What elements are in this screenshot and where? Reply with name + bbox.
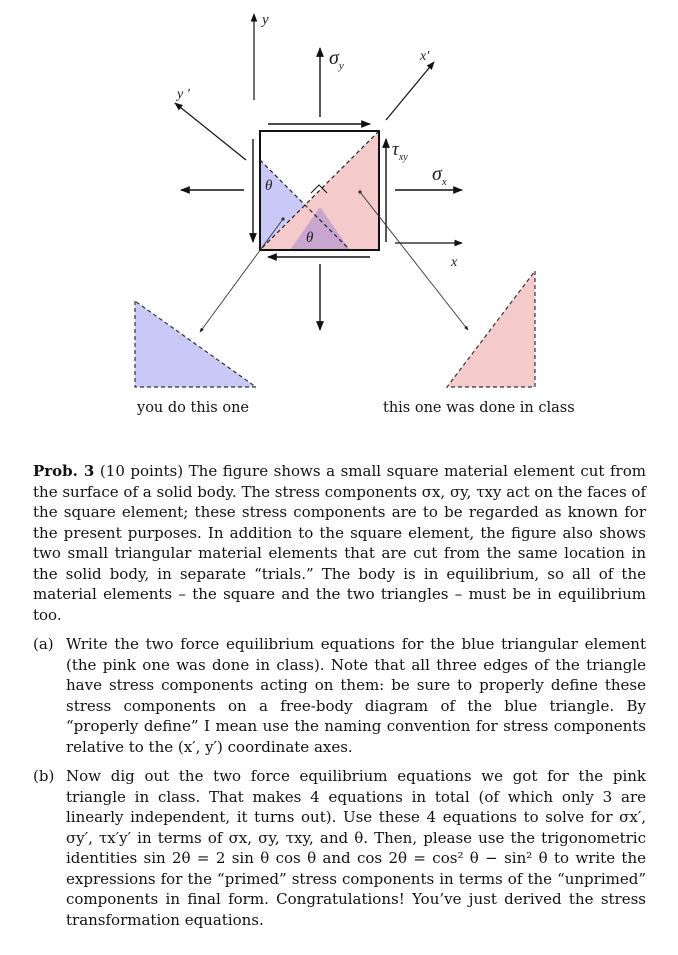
blue-caption: you do this one (137, 400, 249, 416)
pink-caption: this one was done in class (383, 400, 575, 416)
problem-intro-paragraph (33, 461, 646, 625)
blue-triangle (135, 301, 256, 387)
sigma-x-subscript: x (441, 176, 447, 188)
x-axis-label: x (451, 255, 458, 270)
problem-parts (33, 634, 646, 930)
sigma-y-symbol: σ (329, 47, 339, 69)
x-prime-axis (386, 62, 434, 120)
tau-xy-symbol: τ (392, 139, 399, 160)
tau-xy-subscript: xy (398, 152, 408, 163)
y-axis-label: y (262, 12, 269, 28)
tau-xy-label (392, 139, 408, 163)
part-a-tag: (a) (33, 635, 54, 653)
part-b-tag: (b) (33, 767, 55, 785)
sigma-y-subscript: y (338, 60, 344, 72)
pink-triangle (447, 271, 535, 387)
trial-arrow-blue (200, 219, 283, 332)
part-a-text: Write the two force equilibrium equations for the blue triangular element (the pink one was done in class). Note that all three edges of the triangle have stress components acting on them: be sure to properly define these stress components on a free-body diagram of the blue triangle. By “properly define” I mean use the naming convention for stress components relative to the (x′, y′) coordinate axes. (66, 635, 646, 756)
problem-points: (10 points) (99, 462, 184, 480)
stress-element-figure (0, 0, 678, 430)
theta-upper-label: θ (265, 178, 273, 194)
problem-text (33, 461, 646, 930)
part-a (33, 634, 646, 757)
sigma-x-symbol: σ (432, 163, 442, 185)
problem-label: Prob. 3 (33, 462, 95, 480)
y-prime-axis (175, 103, 246, 160)
x-prime-axis-label: x' (420, 49, 430, 64)
part-b (33, 766, 646, 930)
problem-intro: The figure shows a small square material element cut from the surface of a solid body. The stress components σx, σy, τxy act on the faces of the square element; these stress components are to be regarded as known for the present purposes. In addition to the square element, the figure also shows two small triangular material elements that are cut from the same location in the solid body, in separate “trials.” The body is in equilibrium, so all of the material elements – the square and the two triangles – must be in equilibrium too. (33, 462, 646, 624)
part-b-text: Now dig out the two force equilibrium equations we got for the pink triangle in class. That makes 4 equations in total (of which only 3 are linearly independent, it turns out). Use these 4 equations to solve for σx′, σy′, τx′y′ in terms of σx, σy, τxy, and θ. Then, please use the trigonometric identities sin 2θ = 2 sin θ cos θ and cos 2θ = cos² θ − sin² θ to write the expressions for the “primed” stress components in terms of the “unprimed” components in final form. Congratulations! You’ve just derived the stress transformation equations. (66, 767, 646, 929)
y-prime-axis-label: y ' (177, 87, 190, 102)
sigma-x-label (432, 163, 447, 188)
sigma-y-label (329, 47, 344, 72)
theta-lower-label: θ (306, 230, 314, 246)
